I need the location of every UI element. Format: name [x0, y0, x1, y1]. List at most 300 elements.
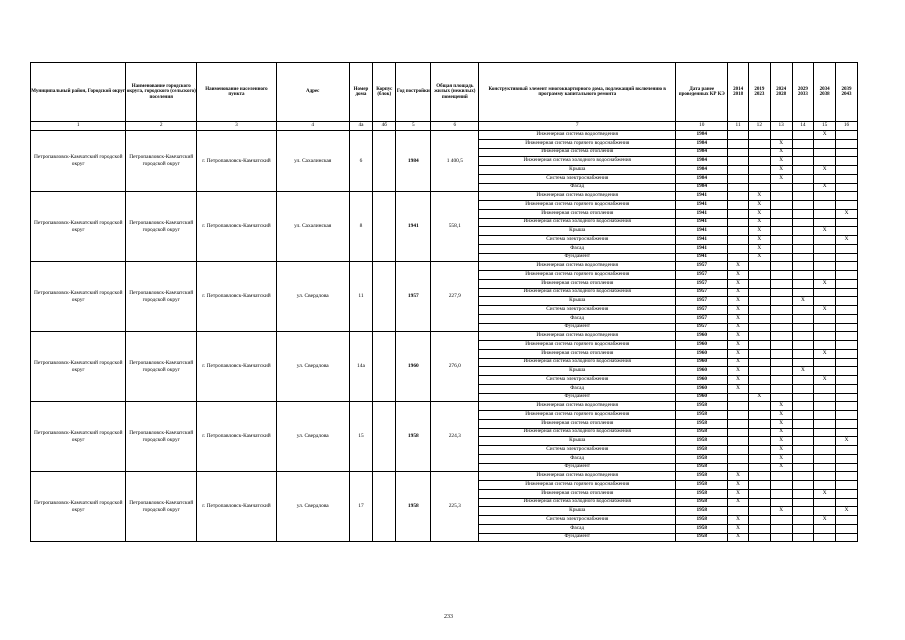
- period-mark-cell: X: [748, 393, 770, 402]
- table-row: [31, 402, 858, 411]
- period-mark-cell: X: [728, 271, 749, 280]
- element-repair-date: 1957: [676, 306, 728, 315]
- period-mark-cell: [728, 437, 749, 446]
- period-mark-cell: X: [748, 244, 770, 253]
- period-mark-cell: [748, 332, 770, 341]
- period-mark-cell: [836, 498, 858, 507]
- column-number: 12: [748, 122, 770, 131]
- period-mark-cell: X: [770, 463, 792, 472]
- period-mark-cell: [814, 262, 836, 271]
- period-mark-cell: [814, 139, 836, 148]
- period-mark-cell: [814, 507, 836, 516]
- period-mark-cell: X: [748, 218, 770, 227]
- period-mark-cell: [814, 446, 836, 455]
- header-period-2014-2018: 2014 2018: [728, 63, 749, 122]
- period-mark-cell: X: [728, 314, 749, 323]
- period-mark-cell: [836, 253, 858, 262]
- period-mark-cell: [814, 384, 836, 393]
- house-street: ул. Сахалинская: [276, 131, 349, 192]
- period-mark-cell: [814, 209, 836, 218]
- period-mark-cell: X: [748, 201, 770, 210]
- period-mark-cell: X: [836, 507, 858, 516]
- period-mark-cell: [728, 227, 749, 236]
- element-repair-date: 1957: [676, 271, 728, 280]
- element-name: Инженерная система холодного водоснабжения: [479, 157, 676, 166]
- element-name: Инженерная система водоотведения: [479, 262, 676, 271]
- house-settlement: Петропавловск-Камчатский городской округ: [126, 332, 197, 402]
- period-mark-cell: [770, 498, 792, 507]
- period-mark-cell: [770, 227, 792, 236]
- element-name: Инженерная система отопления: [479, 419, 676, 428]
- header-house-number: Номер дома: [349, 63, 373, 122]
- period-mark-cell: [770, 358, 792, 367]
- element-name: Инженерная система отопления: [479, 148, 676, 157]
- period-mark-cell: [836, 533, 858, 542]
- period-mark-cell: [792, 402, 814, 411]
- period-mark-cell: [792, 306, 814, 315]
- period-mark-cell: X: [728, 481, 749, 490]
- period-mark-cell: [836, 174, 858, 183]
- house-year: 1984: [396, 131, 431, 192]
- header-address: Адрес: [276, 63, 349, 122]
- period-mark-cell: [770, 376, 792, 385]
- period-mark-cell: [814, 367, 836, 376]
- column-number: 1: [31, 122, 126, 131]
- period-mark-cell: [770, 516, 792, 525]
- period-mark-cell: [792, 218, 814, 227]
- element-repair-date: 1957: [676, 323, 728, 332]
- period-mark-cell: [792, 209, 814, 218]
- period-mark-cell: [836, 358, 858, 367]
- element-repair-date: 1984: [676, 131, 728, 140]
- period-mark-cell: [792, 262, 814, 271]
- house-number: 15: [349, 402, 373, 472]
- element-name: Крыша: [479, 227, 676, 236]
- element-repair-date: 1960: [676, 384, 728, 393]
- period-mark-cell: [770, 524, 792, 533]
- element-repair-date: 1941: [676, 236, 728, 245]
- header-period-2029-2033: 2029 2033: [792, 63, 814, 122]
- period-mark-cell: [770, 349, 792, 358]
- period-mark-cell: [792, 349, 814, 358]
- element-repair-date: 1941: [676, 201, 728, 210]
- element-name: Система электроснабжения: [479, 236, 676, 245]
- period-mark-cell: X: [770, 454, 792, 463]
- period-mark-cell: [748, 376, 770, 385]
- period-mark-cell: X: [770, 148, 792, 157]
- period-mark-cell: [770, 314, 792, 323]
- period-mark-cell: [770, 533, 792, 542]
- element-repair-date: 1958: [676, 507, 728, 516]
- period-mark-cell: [836, 244, 858, 253]
- period-mark-cell: [836, 314, 858, 323]
- period-mark-cell: [728, 446, 749, 455]
- period-mark-cell: [792, 498, 814, 507]
- element-repair-date: 1960: [676, 393, 728, 402]
- period-mark-cell: [792, 419, 814, 428]
- period-mark-cell: X: [770, 419, 792, 428]
- period-mark-cell: [792, 279, 814, 288]
- period-mark-cell: [836, 446, 858, 455]
- period-mark-cell: [814, 148, 836, 157]
- period-mark-cell: X: [814, 183, 836, 192]
- house-locality: г. Петропавловск-Камчатский: [197, 402, 277, 472]
- element-repair-date: 1957: [676, 314, 728, 323]
- element-name: Инженерная система водоотведения: [479, 472, 676, 481]
- period-mark-cell: [792, 516, 814, 525]
- period-mark-cell: [814, 341, 836, 350]
- house-settlement: Петропавловск-Камчатский городской округ: [126, 262, 197, 332]
- period-mark-cell: [836, 463, 858, 472]
- period-mark-cell: X: [814, 516, 836, 525]
- column-number: 16: [836, 122, 858, 131]
- house-area: 224,3: [431, 402, 479, 472]
- period-mark-cell: [792, 472, 814, 481]
- period-mark-cell: [728, 244, 749, 253]
- table-row: [31, 332, 858, 341]
- period-mark-cell: [748, 288, 770, 297]
- element-name: Фасад: [479, 384, 676, 393]
- period-mark-cell: [814, 524, 836, 533]
- period-mark-cell: X: [728, 297, 749, 306]
- house-block: [373, 472, 396, 542]
- period-mark-cell: [770, 472, 792, 481]
- element-repair-date: 1941: [676, 227, 728, 236]
- element-name: Инженерная система горячего водоснабжения: [479, 139, 676, 148]
- period-mark-cell: [836, 524, 858, 533]
- house-street: ул. Свердлова: [276, 472, 349, 542]
- element-repair-date: 1941: [676, 192, 728, 201]
- period-mark-cell: X: [770, 139, 792, 148]
- element-repair-date: 1960: [676, 332, 728, 341]
- period-mark-cell: [792, 489, 814, 498]
- header-block: Корпус (блок): [373, 63, 396, 122]
- period-mark-cell: [748, 402, 770, 411]
- element-name: Система электроснабжения: [479, 516, 676, 525]
- period-mark-cell: X: [728, 367, 749, 376]
- column-number: 6: [431, 122, 479, 131]
- period-mark-cell: [814, 218, 836, 227]
- house-year: 1958: [396, 472, 431, 542]
- period-mark-cell: [748, 148, 770, 157]
- house-year: 1958: [396, 402, 431, 472]
- period-mark-cell: [814, 463, 836, 472]
- column-number: 4б: [373, 122, 396, 131]
- element-name: Фундамент: [479, 463, 676, 472]
- period-mark-cell: [814, 288, 836, 297]
- period-mark-cell: [792, 201, 814, 210]
- house-locality: г. Петропавловск-Камчатский: [197, 192, 277, 262]
- element-repair-date: 1958: [676, 454, 728, 463]
- house-district: Петропавловск-Камчатский городской округ: [31, 192, 126, 262]
- element-repair-date: 1958: [676, 524, 728, 533]
- period-mark-cell: [814, 402, 836, 411]
- column-number: 13: [770, 122, 792, 131]
- period-mark-cell: [728, 411, 749, 420]
- house-street: ул. Свердлова: [276, 402, 349, 472]
- period-mark-cell: [728, 201, 749, 210]
- element-repair-date: 1957: [676, 288, 728, 297]
- period-mark-cell: [728, 218, 749, 227]
- element-repair-date: 1941: [676, 244, 728, 253]
- column-number: 11: [728, 122, 749, 131]
- period-mark-cell: [748, 411, 770, 420]
- house-area: 227,9: [431, 262, 479, 332]
- period-mark-cell: X: [748, 209, 770, 218]
- period-mark-cell: [728, 253, 749, 262]
- period-mark-cell: [836, 262, 858, 271]
- element-name: Фасад: [479, 454, 676, 463]
- period-mark-cell: X: [748, 253, 770, 262]
- house-district: Петропавловск-Камчатский городской округ: [31, 332, 126, 402]
- period-mark-cell: [748, 472, 770, 481]
- period-mark-cell: [770, 481, 792, 490]
- element-repair-date: 1958: [676, 516, 728, 525]
- period-mark-cell: X: [728, 498, 749, 507]
- house-district: Петропавловск-Камчатский городской округ: [31, 262, 126, 332]
- period-mark-cell: [770, 279, 792, 288]
- period-mark-cell: [728, 183, 749, 192]
- element-name: Крыша: [479, 367, 676, 376]
- period-mark-cell: [770, 332, 792, 341]
- element-repair-date: 1941: [676, 209, 728, 218]
- period-mark-cell: X: [728, 306, 749, 315]
- period-mark-cell: [814, 419, 836, 428]
- period-mark-cell: X: [770, 507, 792, 516]
- house-locality: г. Петропавловск-Камчатский: [197, 131, 277, 192]
- element-name: Инженерная система отопления: [479, 279, 676, 288]
- period-mark-cell: [792, 323, 814, 332]
- element-name: Система электроснабжения: [479, 376, 676, 385]
- element-name: Система электроснабжения: [479, 306, 676, 315]
- period-mark-cell: [814, 323, 836, 332]
- period-mark-cell: [748, 358, 770, 367]
- period-mark-cell: [792, 358, 814, 367]
- period-mark-cell: [770, 367, 792, 376]
- element-repair-date: 1958: [676, 437, 728, 446]
- period-mark-cell: [728, 507, 749, 516]
- header-locality: Наименование населенного пункта: [197, 63, 277, 122]
- element-repair-date: 1957: [676, 262, 728, 271]
- period-mark-cell: [836, 297, 858, 306]
- period-mark-cell: [836, 384, 858, 393]
- period-mark-cell: [814, 297, 836, 306]
- element-repair-date: 1957: [676, 297, 728, 306]
- element-repair-date: 1984: [676, 174, 728, 183]
- period-mark-cell: [814, 472, 836, 481]
- period-mark-cell: [836, 227, 858, 236]
- house-locality: г. Петропавловск-Камчатский: [197, 472, 277, 542]
- element-name: Инженерная система горячего водоснабжения: [479, 411, 676, 420]
- house-block: [373, 332, 396, 402]
- element-repair-date: 1958: [676, 498, 728, 507]
- house-settlement: Петропавловск-Камчатский городской округ: [126, 131, 197, 192]
- period-mark-cell: [770, 288, 792, 297]
- column-number: 14: [792, 122, 814, 131]
- element-repair-date: 1984: [676, 166, 728, 175]
- table-row: [31, 262, 858, 271]
- period-mark-cell: [792, 253, 814, 262]
- period-mark-cell: [814, 393, 836, 402]
- period-mark-cell: [728, 148, 749, 157]
- column-number: 15: [814, 122, 836, 131]
- period-mark-cell: [748, 157, 770, 166]
- house-number: 6: [349, 131, 373, 192]
- period-mark-cell: X: [770, 174, 792, 183]
- column-number: 4: [276, 122, 349, 131]
- period-mark-cell: X: [728, 332, 749, 341]
- period-mark-cell: [728, 393, 749, 402]
- table-row: [31, 131, 858, 140]
- period-mark-cell: [770, 244, 792, 253]
- element-name: Инженерная система водоотведения: [479, 402, 676, 411]
- period-mark-cell: [792, 463, 814, 472]
- table-row: [31, 192, 858, 201]
- period-mark-cell: X: [814, 489, 836, 498]
- period-mark-cell: [748, 428, 770, 437]
- element-name: Фасад: [479, 314, 676, 323]
- header-row: [31, 63, 858, 122]
- period-mark-cell: [748, 516, 770, 525]
- period-mark-cell: [770, 183, 792, 192]
- period-mark-cell: X: [728, 262, 749, 271]
- period-mark-cell: [814, 314, 836, 323]
- period-mark-cell: [748, 349, 770, 358]
- period-mark-cell: [770, 489, 792, 498]
- element-name: Крыша: [479, 166, 676, 175]
- period-mark-cell: [728, 463, 749, 472]
- period-mark-cell: [748, 174, 770, 183]
- column-number-row: [31, 122, 858, 131]
- house-number: 14а: [349, 332, 373, 402]
- element-name: Фундамент: [479, 393, 676, 402]
- house-number: 11: [349, 262, 373, 332]
- period-mark-cell: X: [728, 323, 749, 332]
- period-mark-cell: [814, 428, 836, 437]
- period-mark-cell: [748, 131, 770, 140]
- period-mark-cell: [814, 253, 836, 262]
- period-mark-cell: [728, 157, 749, 166]
- period-mark-cell: [792, 183, 814, 192]
- page-number: 233: [444, 614, 453, 620]
- element-repair-date: 1958: [676, 481, 728, 490]
- capital-repair-table: [30, 62, 858, 542]
- period-mark-cell: [836, 192, 858, 201]
- period-mark-cell: X: [770, 402, 792, 411]
- element-repair-date: 1984: [676, 183, 728, 192]
- period-mark-cell: [748, 463, 770, 472]
- column-number: 3: [197, 122, 277, 131]
- house-block: [373, 131, 396, 192]
- element-repair-date: 1958: [676, 472, 728, 481]
- period-mark-cell: [770, 218, 792, 227]
- element-repair-date: 1958: [676, 411, 728, 420]
- element-repair-date: 1984: [676, 148, 728, 157]
- house-block: [373, 262, 396, 332]
- period-mark-cell: [748, 297, 770, 306]
- period-mark-cell: [836, 323, 858, 332]
- column-number: 10: [676, 122, 728, 131]
- house-block: [373, 402, 396, 472]
- column-number: 7: [479, 122, 676, 131]
- period-mark-cell: X: [728, 472, 749, 481]
- period-mark-cell: [748, 367, 770, 376]
- element-name: Инженерная система горячего водоснабжения: [479, 481, 676, 490]
- period-mark-cell: [770, 271, 792, 280]
- header-element: Конструктивный элемент многоквартирного дома, подлежащий включению в программу капитального ремонта: [479, 63, 676, 122]
- period-mark-cell: [836, 218, 858, 227]
- period-mark-cell: [728, 139, 749, 148]
- period-mark-cell: [748, 166, 770, 175]
- period-mark-cell: [728, 419, 749, 428]
- element-name: Система электроснабжения: [479, 446, 676, 455]
- period-mark-cell: X: [814, 166, 836, 175]
- period-mark-cell: [814, 192, 836, 201]
- period-mark-cell: [792, 481, 814, 490]
- house-street: ул. Свердлова: [276, 262, 349, 332]
- period-mark-cell: [770, 393, 792, 402]
- period-mark-cell: [814, 481, 836, 490]
- house-area: 1 400,5: [431, 131, 479, 192]
- house-district: Петропавловск-Камчатский городской округ: [31, 402, 126, 472]
- element-name: Система электроснабжения: [479, 174, 676, 183]
- period-mark-cell: [836, 481, 858, 490]
- element-name: Фундамент: [479, 323, 676, 332]
- element-name: Инженерная система водоотведения: [479, 131, 676, 140]
- period-mark-cell: X: [770, 428, 792, 437]
- period-mark-cell: [748, 454, 770, 463]
- element-name: Инженерная система горячего водоснабжения: [479, 271, 676, 280]
- period-mark-cell: [792, 446, 814, 455]
- period-mark-cell: X: [728, 384, 749, 393]
- period-mark-cell: [836, 139, 858, 148]
- element-name: Инженерная система отопления: [479, 209, 676, 218]
- period-mark-cell: [748, 323, 770, 332]
- period-mark-cell: X: [770, 446, 792, 455]
- house-block: [373, 192, 396, 262]
- header-area: Общая площадь жилых (нежилых) помещений: [431, 63, 479, 122]
- period-mark-cell: [836, 516, 858, 525]
- element-name: Фасад: [479, 183, 676, 192]
- element-name: Инженерная система холодного водоснабжения: [479, 288, 676, 297]
- period-mark-cell: [770, 297, 792, 306]
- element-name: Инженерная система холодного водоснабжения: [479, 218, 676, 227]
- house-locality: г. Петропавловск-Камчатский: [197, 332, 277, 402]
- house-settlement: Петропавловск-Камчатский городской округ: [126, 402, 197, 472]
- period-mark-cell: [748, 524, 770, 533]
- element-repair-date: 1960: [676, 367, 728, 376]
- period-mark-cell: [792, 227, 814, 236]
- period-mark-cell: [836, 332, 858, 341]
- header-previous-repair-date: Дата ранее проведенных КР КЭ: [676, 63, 728, 122]
- house-number: 8: [349, 192, 373, 262]
- period-mark-cell: [836, 454, 858, 463]
- period-mark-cell: [748, 446, 770, 455]
- header-period-2034-2038: 2034 2038: [814, 63, 836, 122]
- element-repair-date: 1984: [676, 139, 728, 148]
- period-mark-cell: [792, 244, 814, 253]
- element-repair-date: 1941: [676, 218, 728, 227]
- period-mark-cell: [836, 131, 858, 140]
- period-mark-cell: X: [748, 227, 770, 236]
- period-mark-cell: [836, 419, 858, 428]
- period-mark-cell: [836, 201, 858, 210]
- element-repair-date: 1958: [676, 533, 728, 542]
- period-mark-cell: X: [728, 533, 749, 542]
- period-mark-cell: [792, 437, 814, 446]
- period-mark-cell: [728, 402, 749, 411]
- period-mark-cell: [836, 376, 858, 385]
